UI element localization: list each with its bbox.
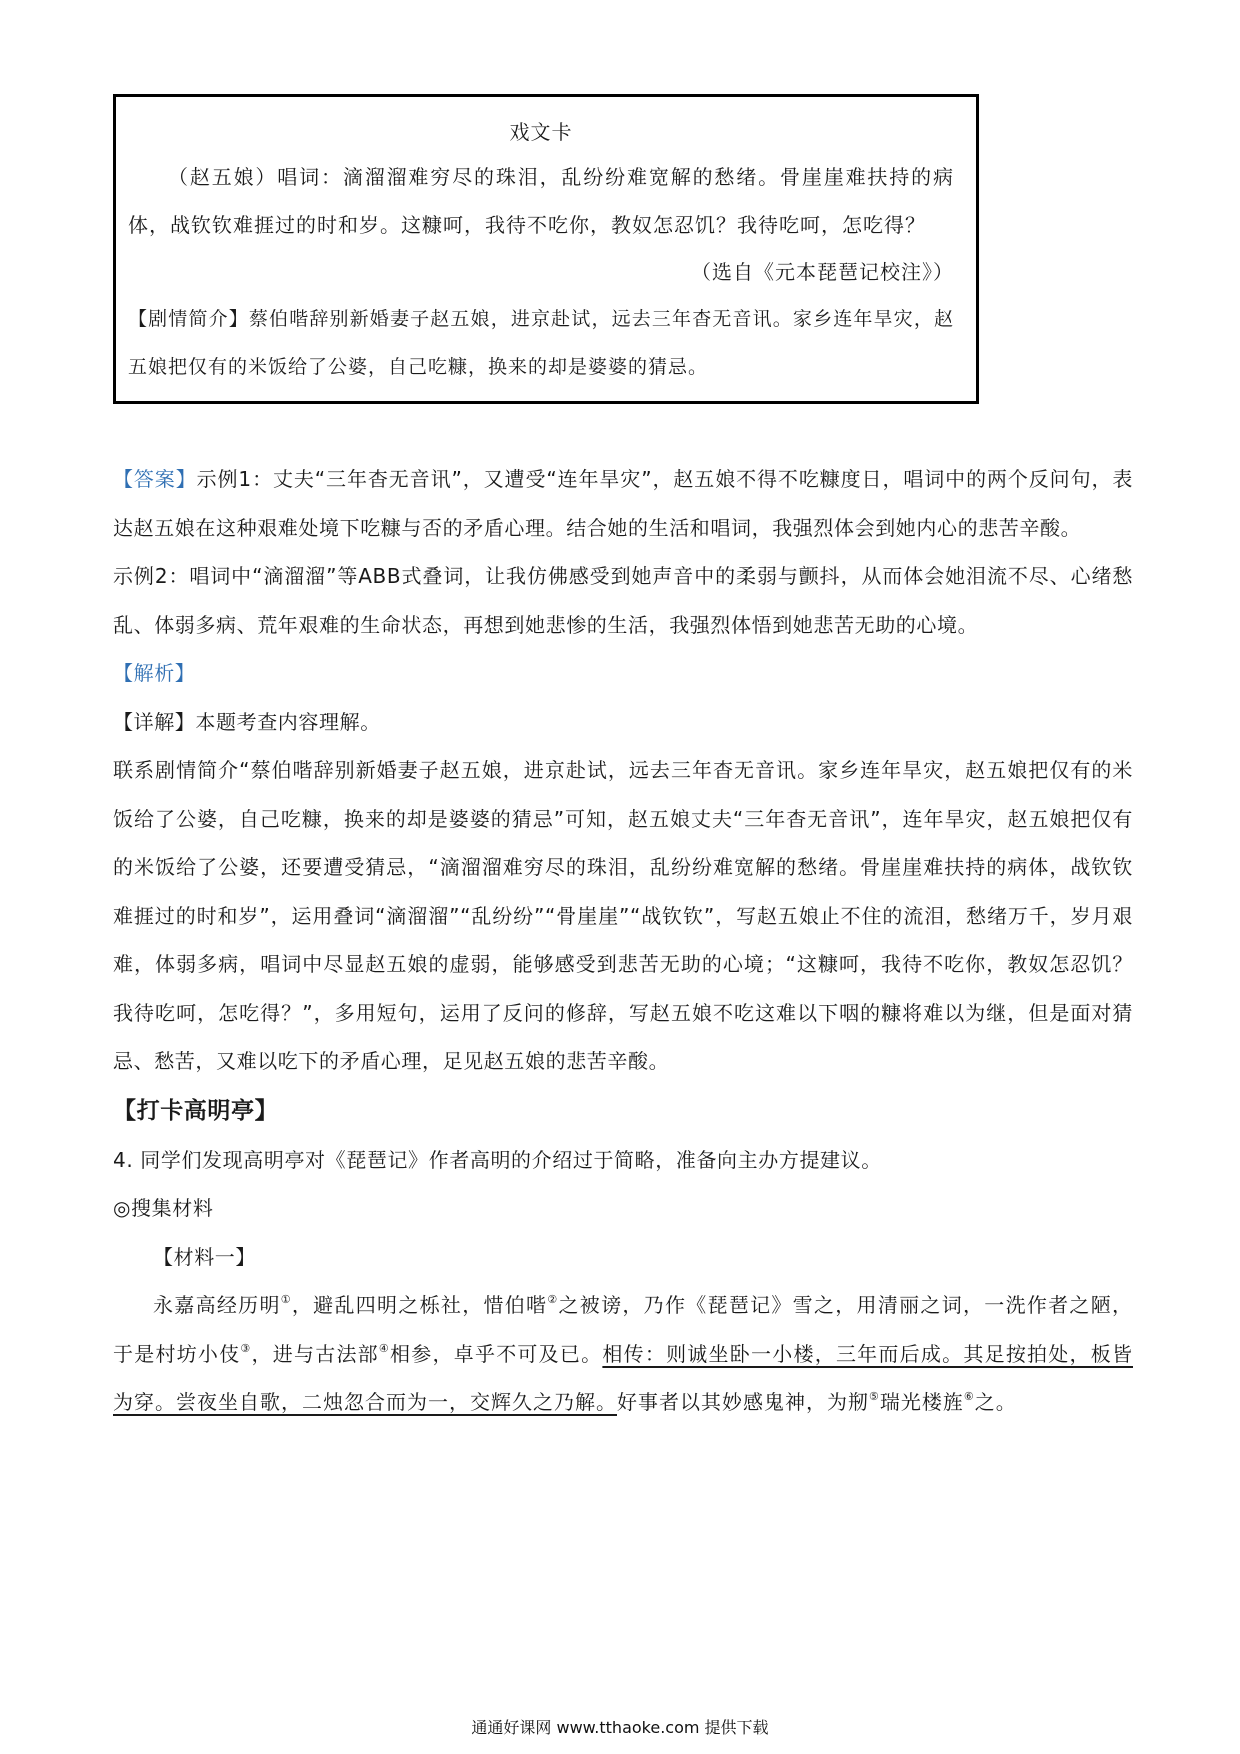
footnote-5: ⑤ [869, 1390, 880, 1403]
drama-card [113, 94, 979, 404]
answer-example-1 [113, 455, 1133, 552]
analysis-tag: 【解析】 [113, 661, 196, 685]
answer-tag: 【答案】 [113, 467, 197, 491]
m1-part-e: 相参，卓乎不可及已。 [390, 1341, 603, 1366]
analysis-text: 联系剧情简介“蔡伯喈辞别新婚妻子赵五娘，进京赴试，远去三年杳无音讯。家乡连年旱灾，赵五娘把仅有的米饭给了公婆，自己吃糠，换来的却是婆婆的猜忌”可知，赵五娘丈夫“三年杳无音讯”，连年旱灾，赵五娘把仅有的米饭给了公婆，还要遭受猜忌，“滴溜溜难穷尽的珠泪，乱纷纷难宽解的愁绪。骨崖崖难扶持的病体，战钦钦难捱过的时和岁”，运用叠词“滴溜溜”“乱纷纷”“骨崖崖”“战钦钦”，写赵五娘止不住的流泪，愁绪万千，岁月艰难，体弱多病，唱词中尽显赵五娘的虚弱，能够感受到悲苦无助的心境；“这糠呵，我待不吃你，教奴怎忍饥？我待吃呵，怎吃得？”，多用短句，运用了反问的修辞，写赵五娘不吃这难以下咽的糠将难以为继，但是面对猜忌、愁苦，又难以吃下的矛盾心理，足见赵五娘的悲苦辛酸。 [113, 758, 1133, 1073]
analysis-detail: 【详解】本题考查内容理解。 [113, 709, 381, 734]
m1-underlined-sentence: 相传：则诚坐卧一小楼，三年而后成。其足按拍处，板皆为穿。尝夜坐自歌，二烛忽合而为一，交辉久之乃解。 [113, 1341, 1133, 1414]
m1-part-b: ，避乱四明之栎社，惜伯喈 [291, 1293, 548, 1317]
card-plot-intro [128, 295, 954, 391]
material-one-heading: 【材料一】 [153, 1244, 256, 1269]
page-footer: 通通好课网 www.tthaoke.com 提供下载 [471, 1718, 769, 1737]
plot-intro-text: 蔡伯喈辞别新婚妻子赵五娘，进京赴试，远去三年杳无音讯。家乡连年旱灾，赵五娘把仅有的米饭给了公婆，自己吃糠，换来的却是婆婆的猜忌。 [128, 308, 954, 378]
answer-example-1-text: 示例1：丈夫“三年杳无音讯”，又遭受“连年旱灾”，赵五娘不得不吃糠度日，唱词中的两个反问句，表达赵五娘在这种艰难处境下吃糠与否的矛盾心理。结合她的生活和唱词，我强烈体会到她内心的悲苦辛酸。 [113, 467, 1133, 540]
m1-part-d: ，进与古法部 [251, 1341, 379, 1366]
footnote-2: ② [547, 1293, 559, 1306]
card-lyric: （赵五娘）唱词：滴溜溜难穷尽的珠泪，乱纷纷难宽解的愁绪。骨崖崖难扶持的病体，战钦钦难捱过的时和岁。这糠呵，我待不吃你，教奴怎忍饥？我待吃呵，怎吃得？ [128, 165, 954, 237]
m1-part-a: 永嘉高经历明 [153, 1293, 281, 1317]
m1-part-h: 之。 [974, 1390, 1017, 1414]
material-one-text [113, 1281, 1133, 1427]
plot-intro-tag: 【剧情简介】 [128, 308, 249, 330]
footnote-3: ③ [240, 1341, 252, 1355]
card-title: 戏文卡 [509, 120, 573, 144]
card-source: （选自《元本琵琶记校注》） [691, 260, 954, 284]
footnote-4: ④ [378, 1341, 391, 1355]
footnote-1: ① [280, 1293, 292, 1306]
answer-example-2: 示例2：唱词中“滴溜溜”等ABB式叠词，让我仿佛感受到她声音中的柔弱与颤抖，从而体会她泪流不尽、心绪愁乱、体弱多病、荒年艰难的生命状态，再想到她悲惨的生活，我强烈体悟到她悲苦无助的心境。 [113, 564, 1133, 637]
m1-part-g: 瑞光楼旌 [879, 1390, 964, 1414]
question-4: 4. 同学们发现高明亭对《琵琶记》作者高明的介绍过于简略，准备向主办方提建议。 [113, 1147, 882, 1172]
m1-part-f: 好事者以其妙感鬼神，为剏 [617, 1390, 869, 1414]
section-heading: 【打卡高明亭】 [113, 1097, 279, 1124]
document-body [113, 455, 1133, 1427]
footnote-6: ⑥ [963, 1390, 975, 1403]
m1-part-c: 之被谤，乃作《琵琶记》雪之，用清丽之词，一洗作者之陋，于是村坊小伎 [113, 1293, 1134, 1366]
collect-materials: ◎搜集材料 [113, 1196, 214, 1220]
